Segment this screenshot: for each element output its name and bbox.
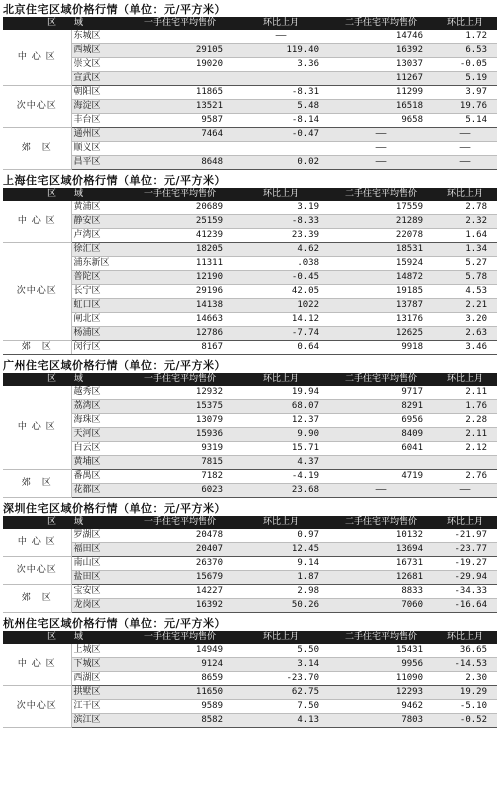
new-price: 14138 (127, 299, 233, 313)
new-change: 12.37 (233, 414, 329, 428)
table-row (3, 313, 497, 327)
header-second-price: 二手住宅平均售价 (329, 516, 433, 529)
table-row (3, 243, 497, 257)
second-change: 4.53 (433, 285, 497, 299)
header-second-change: 环比上月 (433, 188, 497, 201)
header-region: 区 域 (3, 373, 127, 386)
new-change: 23.68 (233, 484, 329, 498)
table-header-row (3, 516, 497, 529)
table-row (3, 285, 497, 299)
new-change: 3.19 (233, 201, 329, 215)
new-change: 4.13 (233, 714, 329, 728)
second-price: 8833 (329, 585, 433, 599)
district-name: 南山区 (71, 557, 127, 571)
new-change: 0.64 (233, 341, 329, 355)
second-change: 2.28 (433, 414, 497, 428)
table-row (3, 658, 497, 672)
second-price: 6956 (329, 414, 433, 428)
new-price: 19020 (127, 58, 233, 72)
second-price: 12681 (329, 571, 433, 585)
new-change: 7.50 (233, 700, 329, 714)
table-row (3, 585, 497, 599)
district-name: 上城区 (71, 644, 127, 658)
new-price: 14949 (127, 644, 233, 658)
district-name: 龙岗区 (71, 599, 127, 613)
second-change: -5.10 (433, 700, 497, 714)
new-price: 7464 (127, 128, 233, 142)
new-price: 8648 (127, 156, 233, 170)
new-change: 15.71 (233, 442, 329, 456)
second-price: 8409 (329, 428, 433, 442)
new-price (127, 142, 233, 156)
header-second-change: 环比上月 (433, 17, 497, 30)
district-name: 福田区 (71, 543, 127, 557)
second-price: 12293 (329, 686, 433, 700)
second-price (329, 456, 433, 470)
district-name: 长宁区 (71, 285, 127, 299)
header-second-change: 环比上月 (433, 373, 497, 386)
new-price: 15679 (127, 571, 233, 585)
second-change: -19.27 (433, 557, 497, 571)
new-price: 8167 (127, 341, 233, 355)
second-change: 2.76 (433, 470, 497, 484)
second-change: 19.76 (433, 100, 497, 114)
new-price: 20478 (127, 529, 233, 543)
district-name: 番禺区 (71, 470, 127, 484)
district-name: 宝安区 (71, 585, 127, 599)
new-change (233, 72, 329, 86)
new-price: 16392 (127, 599, 233, 613)
second-change: -21.97 (433, 529, 497, 543)
new-price: 12786 (127, 327, 233, 341)
district-name: 东城区 (71, 30, 127, 44)
section-title: 广州住宅区域价格行情（单位：元/平方米） (3, 359, 227, 372)
district-name: 闵行区 (71, 341, 127, 355)
second-price: 13694 (329, 543, 433, 557)
second-price: 9956 (329, 658, 433, 672)
district-name: 朝阳区 (71, 86, 127, 100)
new-price: 25159 (127, 215, 233, 229)
new-price (127, 30, 233, 44)
table-row (3, 72, 497, 86)
new-change: 62.75 (233, 686, 329, 700)
header-region: 区 域 (3, 188, 127, 201)
table-row (3, 114, 497, 128)
second-change: 5.19 (433, 72, 497, 86)
region-label: 中 心 区 (3, 201, 71, 243)
table-row (3, 470, 497, 484)
second-change: —— (433, 128, 497, 142)
header-new-change: 环比上月 (233, 631, 329, 644)
second-price: 10132 (329, 529, 433, 543)
region-label: 郊 区 (3, 341, 71, 355)
district-name: 杨浦区 (71, 327, 127, 341)
district-name: 黄浦区 (71, 201, 127, 215)
district-name: 卢湾区 (71, 229, 127, 243)
second-price: 14746 (329, 30, 433, 44)
second-price: 19185 (329, 285, 433, 299)
header-new-price: 一手住宅平均售价 (127, 373, 233, 386)
region-label: 中 心 区 (3, 386, 71, 470)
district-name: 丰台区 (71, 114, 127, 128)
table-row (3, 156, 497, 170)
table-row (3, 672, 497, 686)
table-row (3, 571, 497, 585)
new-price: 13521 (127, 100, 233, 114)
table-row (3, 456, 497, 470)
region-label: 中 心 区 (3, 529, 71, 557)
second-price: 21289 (329, 215, 433, 229)
new-change: 3.14 (233, 658, 329, 672)
new-change: 12.45 (233, 543, 329, 557)
new-price: 20689 (127, 201, 233, 215)
second-price: —— (329, 484, 433, 498)
header-new-change: 环比上月 (233, 373, 329, 386)
new-price (127, 72, 233, 86)
table-row (3, 386, 497, 400)
price-table (3, 373, 497, 498)
table-row (3, 341, 497, 355)
second-change: 2.12 (433, 442, 497, 456)
table-row (3, 299, 497, 313)
district-name: 通州区 (71, 128, 127, 142)
district-name: 顺义区 (71, 142, 127, 156)
second-price: —— (329, 156, 433, 170)
second-change: 2.63 (433, 327, 497, 341)
new-change: 9.90 (233, 428, 329, 442)
district-name: 白云区 (71, 442, 127, 456)
table-row (3, 557, 497, 571)
region-label: 中 心 区 (3, 644, 71, 686)
new-change: -8.14 (233, 114, 329, 128)
table-row (3, 30, 497, 44)
table-row (3, 271, 497, 285)
district-name: 昌平区 (71, 156, 127, 170)
second-change: 3.97 (433, 86, 497, 100)
table-row (3, 58, 497, 72)
new-change (233, 142, 329, 156)
new-change: 0.97 (233, 529, 329, 543)
district-name: 海淀区 (71, 100, 127, 114)
header-new-price: 一手住宅平均售价 (127, 516, 233, 529)
second-price: 7803 (329, 714, 433, 728)
header-new-change: 环比上月 (233, 516, 329, 529)
region-label: 次中心区 (3, 686, 71, 728)
table-row (3, 100, 497, 114)
second-change: -0.05 (433, 58, 497, 72)
second-change: 19.29 (433, 686, 497, 700)
district-name: 宣武区 (71, 72, 127, 86)
second-price: 11267 (329, 72, 433, 86)
new-change: 2.98 (233, 585, 329, 599)
price-table (3, 17, 497, 170)
second-change: 3.46 (433, 341, 497, 355)
new-price: 9587 (127, 114, 233, 128)
new-change: 1022 (233, 299, 329, 313)
new-change: 119.40 (233, 44, 329, 58)
district-name: 天河区 (71, 428, 127, 442)
new-change: 4.62 (233, 243, 329, 257)
table-row (3, 44, 497, 58)
new-change: 42.05 (233, 285, 329, 299)
header-second-price: 二手住宅平均售价 (329, 17, 433, 30)
header-new-change: 环比上月 (233, 188, 329, 201)
new-price: 9124 (127, 658, 233, 672)
new-price: 20407 (127, 543, 233, 557)
new-change: -7.74 (233, 327, 329, 341)
new-change: -0.47 (233, 128, 329, 142)
second-change: —— (433, 142, 497, 156)
second-change: -16.64 (433, 599, 497, 613)
district-name: 西城区 (71, 44, 127, 58)
new-change: 5.48 (233, 100, 329, 114)
header-region: 区 域 (3, 516, 127, 529)
district-name: 江干区 (71, 700, 127, 714)
table-row (3, 644, 497, 658)
second-change: 1.64 (433, 229, 497, 243)
table-row (3, 128, 497, 142)
new-change: -23.70 (233, 672, 329, 686)
new-price: 6023 (127, 484, 233, 498)
second-change: 5.78 (433, 271, 497, 285)
new-price: 29196 (127, 285, 233, 299)
second-change: 1.76 (433, 400, 497, 414)
second-change: -14.53 (433, 658, 497, 672)
table-row (3, 400, 497, 414)
price-table (3, 631, 497, 728)
second-price: 6041 (329, 442, 433, 456)
second-change: 6.53 (433, 44, 497, 58)
second-price: 18531 (329, 243, 433, 257)
second-change (433, 456, 497, 470)
new-price: 11311 (127, 257, 233, 271)
header-region: 区 域 (3, 17, 127, 30)
header-new-price: 一手住宅平均售价 (127, 17, 233, 30)
table-row (3, 142, 497, 156)
second-price: 11299 (329, 86, 433, 100)
new-price: 7815 (127, 456, 233, 470)
region-label: 郊 区 (3, 128, 71, 170)
second-price: —— (329, 142, 433, 156)
second-price: 15431 (329, 644, 433, 658)
district-name: 普陀区 (71, 271, 127, 285)
new-change: 3.36 (233, 58, 329, 72)
new-price: 11650 (127, 686, 233, 700)
new-change: -4.19 (233, 470, 329, 484)
second-change: -0.52 (433, 714, 497, 728)
region-label: 次中心区 (3, 86, 71, 128)
table-row (3, 201, 497, 215)
table-row (3, 257, 497, 271)
new-price: 9319 (127, 442, 233, 456)
district-name: 崇文区 (71, 58, 127, 72)
second-price: 9658 (329, 114, 433, 128)
new-price: 41239 (127, 229, 233, 243)
second-change: 2.11 (433, 386, 497, 400)
second-change: -23.77 (433, 543, 497, 557)
second-change: 36.65 (433, 644, 497, 658)
district-name: 荔湾区 (71, 400, 127, 414)
second-price: 16392 (329, 44, 433, 58)
header-new-change: 环比上月 (233, 17, 329, 30)
new-price: 7182 (127, 470, 233, 484)
second-change: 2.32 (433, 215, 497, 229)
new-change: —— (233, 30, 329, 44)
table-row (3, 599, 497, 613)
second-price: 7060 (329, 599, 433, 613)
new-change: 9.14 (233, 557, 329, 571)
new-change: 68.07 (233, 400, 329, 414)
price-table (3, 516, 497, 613)
section-title: 杭州住宅区域价格行情（单位：元/平方米） (3, 617, 227, 630)
table-row (3, 86, 497, 100)
district-name: 静安区 (71, 215, 127, 229)
district-name: 浦东新区 (71, 257, 127, 271)
second-change: 2.30 (433, 672, 497, 686)
second-price: 13787 (329, 299, 433, 313)
new-price: 13079 (127, 414, 233, 428)
table-header-row (3, 373, 497, 386)
new-change: 50.26 (233, 599, 329, 613)
district-name: 盐田区 (71, 571, 127, 585)
table-row (3, 686, 497, 700)
district-name: 花都区 (71, 484, 127, 498)
district-name: 罗湖区 (71, 529, 127, 543)
second-change: -34.33 (433, 585, 497, 599)
district-name: 海珠区 (71, 414, 127, 428)
table-row (3, 215, 497, 229)
header-second-change: 环比上月 (433, 631, 497, 644)
new-change: 0.02 (233, 156, 329, 170)
new-price: 29105 (127, 44, 233, 58)
district-name: 滨江区 (71, 714, 127, 728)
table-row (3, 229, 497, 243)
table-row (3, 428, 497, 442)
second-change: 1.34 (433, 243, 497, 257)
table-header-row (3, 188, 497, 201)
new-price: 14663 (127, 313, 233, 327)
second-change: —— (433, 484, 497, 498)
header-region: 区 域 (3, 631, 127, 644)
new-change: 23.39 (233, 229, 329, 243)
table-row (3, 484, 497, 498)
new-change: 14.12 (233, 313, 329, 327)
district-name: 越秀区 (71, 386, 127, 400)
table-row (3, 714, 497, 728)
header-second-price: 二手住宅平均售价 (329, 631, 433, 644)
table-row (3, 327, 497, 341)
second-price: 14872 (329, 271, 433, 285)
region-label: 次中心区 (3, 557, 71, 585)
new-change: -0.45 (233, 271, 329, 285)
new-price: 9589 (127, 700, 233, 714)
new-price: 12932 (127, 386, 233, 400)
district-name: 徐汇区 (71, 243, 127, 257)
second-change: 2.78 (433, 201, 497, 215)
district-name: 下城区 (71, 658, 127, 672)
second-change: 2.21 (433, 299, 497, 313)
second-price: 9918 (329, 341, 433, 355)
table-row (3, 543, 497, 557)
second-price: 22078 (329, 229, 433, 243)
section-title: 北京住宅区域价格行情（单位：元/平方米） (3, 3, 227, 16)
second-change: —— (433, 156, 497, 170)
section-title: 深圳住宅区域价格行情（单位：元/平方米） (3, 502, 227, 515)
second-price: 9462 (329, 700, 433, 714)
new-change: 4.37 (233, 456, 329, 470)
second-change: 3.20 (433, 313, 497, 327)
region-label: 郊 区 (3, 585, 71, 613)
table-row (3, 442, 497, 456)
second-price: 12625 (329, 327, 433, 341)
second-price: 9717 (329, 386, 433, 400)
header-second-price: 二手住宅平均售价 (329, 188, 433, 201)
header-second-change: 环比上月 (433, 516, 497, 529)
district-name: 拱墅区 (71, 686, 127, 700)
new-price: 14227 (127, 585, 233, 599)
second-price: 4719 (329, 470, 433, 484)
second-price: 16518 (329, 100, 433, 114)
second-price: 13176 (329, 313, 433, 327)
new-price: 26370 (127, 557, 233, 571)
price-table (3, 188, 497, 355)
second-price: 8291 (329, 400, 433, 414)
new-price: 15375 (127, 400, 233, 414)
table-row (3, 700, 497, 714)
second-price: 15924 (329, 257, 433, 271)
district-name: 闸北区 (71, 313, 127, 327)
new-change: 5.50 (233, 644, 329, 658)
header-second-price: 二手住宅平均售价 (329, 373, 433, 386)
new-price: 18205 (127, 243, 233, 257)
new-change: 1.87 (233, 571, 329, 585)
region-label: 次中心区 (3, 243, 71, 341)
table-row (3, 529, 497, 543)
second-change: 1.72 (433, 30, 497, 44)
new-change: -8.33 (233, 215, 329, 229)
table-header-row (3, 17, 497, 30)
new-price: 8659 (127, 672, 233, 686)
header-new-price: 一手住宅平均售价 (127, 188, 233, 201)
second-change: -29.94 (433, 571, 497, 585)
new-price: 15936 (127, 428, 233, 442)
second-change: 5.14 (433, 114, 497, 128)
region-label: 郊 区 (3, 470, 71, 498)
new-change: 19.94 (233, 386, 329, 400)
header-new-price: 一手住宅平均售价 (127, 631, 233, 644)
table-row (3, 414, 497, 428)
section-title: 上海住宅区域价格行情（单位：元/平方米） (3, 174, 227, 187)
district-name: 西湖区 (71, 672, 127, 686)
second-price: 17559 (329, 201, 433, 215)
new-price: 12190 (127, 271, 233, 285)
second-change: 5.27 (433, 257, 497, 271)
new-price: 8582 (127, 714, 233, 728)
new-price: 11865 (127, 86, 233, 100)
second-price: —— (329, 128, 433, 142)
second-price: 13037 (329, 58, 433, 72)
district-name: 黄埔区 (71, 456, 127, 470)
new-change: .038 (233, 257, 329, 271)
region-label: 中 心 区 (3, 30, 71, 86)
new-change: -8.31 (233, 86, 329, 100)
second-price: 11090 (329, 672, 433, 686)
district-name: 虹口区 (71, 299, 127, 313)
second-price: 16731 (329, 557, 433, 571)
table-header-row (3, 631, 497, 644)
second-change: 2.11 (433, 428, 497, 442)
